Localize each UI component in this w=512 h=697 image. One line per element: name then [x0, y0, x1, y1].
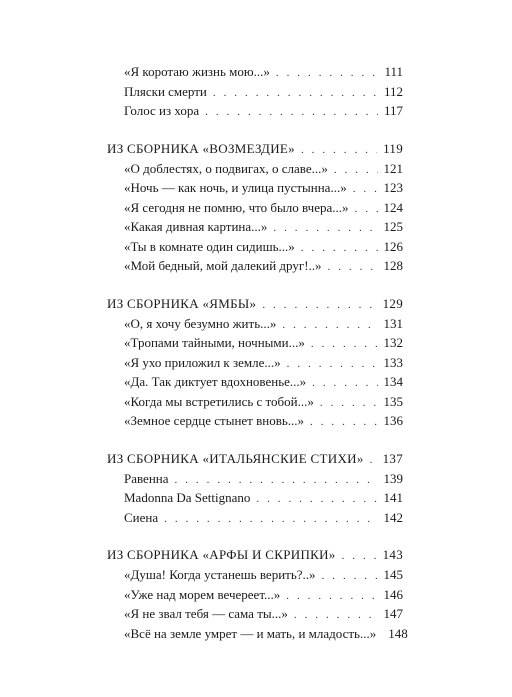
toc-section-heading[interactable] [107, 293, 403, 314]
toc-entry-title: «Тропами тайными, ночными...» [124, 335, 305, 350]
toc-entry-page: 124 [383, 199, 403, 215]
toc-entry[interactable] [107, 178, 403, 198]
dot-leader [205, 103, 378, 123]
toc-section [107, 544, 408, 643]
toc-entry-page: 126 [383, 238, 403, 254]
toc-entry[interactable] [107, 488, 403, 508]
toc-entry-page: 135 [383, 393, 403, 409]
toc-entry-title: «Мой бедный, мой далекий друг!..» [124, 258, 322, 273]
dot-leader [256, 490, 377, 510]
toc-entry-title: «Какая дивная картина...» [124, 219, 268, 234]
toc-entry-page: 142 [383, 509, 403, 525]
toc-entry-title: «Душа! Когда устанешь верить?..» [124, 567, 316, 582]
toc-entry[interactable] [107, 411, 403, 431]
toc-entry[interactable] [107, 585, 403, 605]
toc-entry[interactable] [107, 372, 403, 392]
toc-entry[interactable] [107, 392, 403, 412]
toc-entry[interactable] [107, 314, 403, 334]
dot-leader [164, 510, 377, 530]
section-heading-page: 119 [383, 140, 403, 156]
toc-entry-title: «Я не звал тебя — сама ты...» [124, 606, 288, 621]
toc-entry[interactable] [107, 256, 403, 276]
toc-section-heading[interactable] [107, 544, 403, 565]
toc-entry-page: 132 [383, 335, 403, 350]
toc-entry[interactable] [107, 508, 403, 528]
toc-entry[interactable] [107, 217, 403, 237]
toc-entry-page: 145 [383, 567, 403, 582]
toc-entry-title: «Я ухо приложил к земле...» [124, 354, 281, 370]
toc-entry-page: 131 [383, 315, 403, 331]
toc-entry[interactable] [107, 353, 403, 373]
toc-section [107, 293, 403, 431]
toc-entry[interactable] [107, 82, 403, 102]
toc-entry-title: «О, я хочу безумно жить...» [124, 315, 277, 331]
toc-entry-title: «Я коротаю жизнь мою...» [124, 64, 270, 79]
toc-entry-page: 123 [383, 180, 403, 195]
dot-leader [320, 394, 378, 414]
toc-section [107, 448, 403, 528]
toc-entry-page: 112 [383, 83, 403, 99]
toc-entry-title: Пляски смерти [124, 83, 207, 99]
toc-entry-title: Сиена [124, 509, 159, 525]
dot-leader [355, 200, 378, 220]
table-of-contents [107, 62, 408, 660]
toc-entry-title: «Когда мы встретились с тобой...» [124, 393, 314, 409]
toc-entry-page: 111 [384, 64, 403, 79]
section-heading-page: 137 [382, 450, 403, 466]
toc-section-heading[interactable] [107, 448, 403, 469]
toc-entry-title: Madonna Da Settignano [124, 490, 251, 505]
dot-leader [311, 335, 378, 355]
toc-entry-title: «Уже над морем вечереет...» [124, 586, 281, 602]
toc-entry-page: 125 [383, 219, 403, 234]
toc-entry[interactable] [107, 604, 403, 624]
section-heading-page: 129 [382, 295, 403, 311]
toc-entry[interactable] [107, 624, 408, 644]
toc-entry-title: Равенна [124, 470, 169, 486]
section-heading-page: 143 [382, 547, 403, 562]
section-heading-title: ИЗ СБОРНИКА «ЯМБЫ» [107, 295, 257, 311]
toc-entry[interactable] [107, 62, 403, 82]
toc-entry[interactable] [107, 469, 403, 489]
toc-entry-title: «Ты в комнате один сидишь...» [124, 238, 295, 254]
section-heading-title: ИЗ СБОРНИКА «АРФЫ И СКРИПКИ» [107, 547, 336, 562]
toc-entry[interactable] [107, 333, 403, 353]
dot-leader [262, 295, 376, 316]
toc-entry-title: Голос из хора [124, 103, 200, 118]
toc-entry-page: 146 [383, 586, 403, 602]
section-heading-title: ИЗ СБОРНИКА «ИТАЛЬЯНСКИЕ СТИХИ» [107, 450, 364, 466]
toc-entry[interactable] [107, 565, 403, 585]
toc-entry-title: «Я сегодня не помню, что было вчера...» [124, 199, 349, 215]
dot-leader [310, 413, 377, 433]
toc-entry-page: 133 [383, 354, 403, 370]
toc-section [107, 62, 403, 121]
dot-leader [353, 180, 378, 200]
dot-leader [370, 450, 377, 471]
toc-entry-page: 117 [383, 103, 403, 118]
toc-entry[interactable] [107, 198, 403, 218]
toc-entry[interactable] [107, 159, 403, 179]
toc-entry-title: «Земное сердце стынет вновь...» [124, 413, 305, 428]
toc-entry-page: 141 [383, 490, 403, 505]
toc-entry-page: 148 [388, 625, 408, 641]
toc-section [107, 138, 403, 276]
dot-leader [328, 258, 378, 278]
dot-leader [213, 84, 378, 104]
toc-entry-page: 134 [383, 374, 403, 389]
toc-entry-title: «Ночь — как ночь, и улица пустынна...» [124, 180, 347, 195]
toc-entry[interactable] [107, 101, 403, 121]
toc-entry-page: 121 [383, 160, 403, 176]
dot-leader [342, 546, 377, 567]
toc-section-heading[interactable] [107, 138, 403, 159]
dot-leader [322, 567, 378, 587]
toc-entry-page: 136 [383, 413, 403, 428]
toc-entry-title: «Всё на земле умрет — и мать, и младость...» [124, 625, 377, 641]
toc-entry-page: 147 [383, 606, 403, 621]
dot-leader [276, 64, 379, 84]
toc-entry-title: «Да. Так диктует вдохновенье...» [124, 374, 307, 389]
section-heading-title: ИЗ СБОРНИКА «ВОЗМЕЗДИЕ» [107, 140, 295, 156]
dot-leader [286, 587, 377, 607]
toc-entry-page: 139 [383, 470, 403, 486]
toc-entry[interactable] [107, 237, 403, 257]
toc-entry-title: «О доблестях, о подвигах, о славе...» [124, 160, 328, 176]
dot-leader [312, 374, 377, 394]
toc-entry-page: 128 [383, 258, 403, 273]
dot-leader [301, 140, 377, 161]
